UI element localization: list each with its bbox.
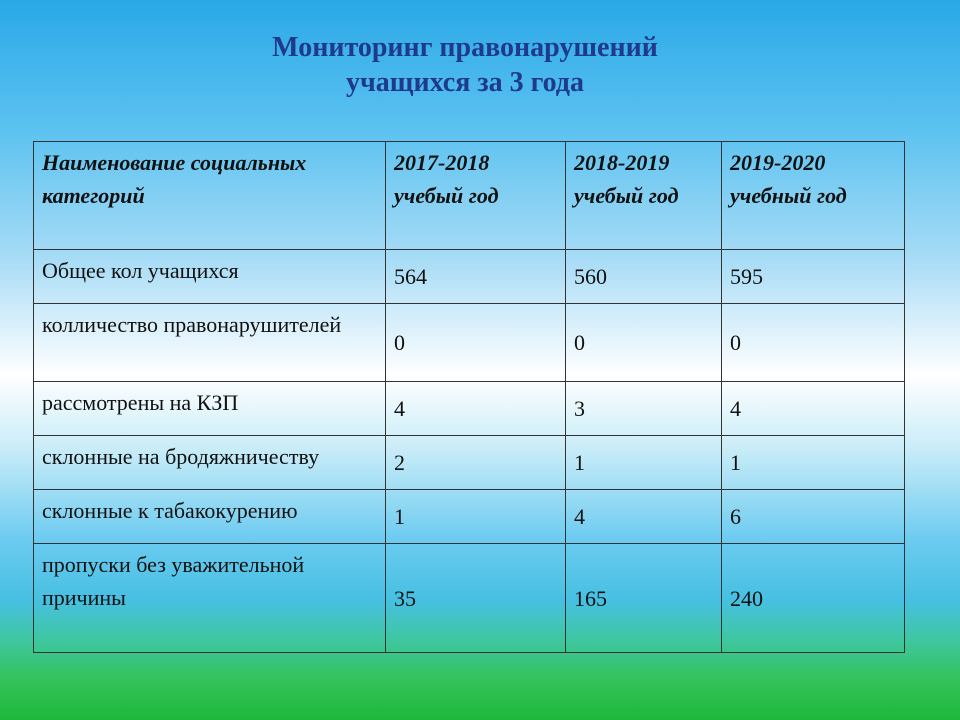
row-value-2017-2018: 4 (386, 382, 566, 436)
slide-title (0, 30, 930, 100)
title-line-1: Мониторинг правонарушений (272, 32, 658, 63)
row-value-2017-2018: 35 (386, 544, 566, 653)
table-header-row (34, 142, 905, 250)
header-2018-2019: 2018-2019 учебый год (566, 142, 722, 250)
row-value-2018-2019: 1 (566, 436, 722, 490)
row-value-2018-2019: 165 (566, 544, 722, 653)
table-row (34, 304, 905, 382)
row-value-2017-2018: 564 (386, 250, 566, 304)
header-category: Наименование социальных категорий (34, 142, 386, 250)
row-value-2018-2019: 0 (566, 304, 722, 382)
row-value-2017-2018: 0 (386, 304, 566, 382)
row-value-2017-2018: 2 (386, 436, 566, 490)
row-value-2019-2020: 595 (722, 250, 905, 304)
row-value-2019-2020: 0 (722, 304, 905, 382)
row-value-2019-2020: 240 (722, 544, 905, 653)
row-value-2018-2019: 560 (566, 250, 722, 304)
table-row (34, 436, 905, 490)
row-category: колличество правонарушителей (34, 304, 386, 382)
table-row (34, 382, 905, 436)
row-value-2017-2018: 1 (386, 490, 566, 544)
monitoring-table (33, 141, 905, 653)
header-2017-2018: 2017-2018 учебый год (386, 142, 566, 250)
table-row (34, 544, 905, 653)
row-value-2019-2020: 6 (722, 490, 905, 544)
table-row (34, 490, 905, 544)
row-category: склонные к табакокурению (34, 490, 386, 544)
row-category: Общее кол учащихся (34, 250, 386, 304)
title-line-2: учащихся за 3 года (346, 67, 584, 98)
header-2019-2020: 2019-2020 учебный год (722, 142, 905, 250)
row-value-2018-2019: 3 (566, 382, 722, 436)
row-value-2019-2020: 1 (722, 436, 905, 490)
row-value-2019-2020: 4 (722, 382, 905, 436)
table-row (34, 250, 905, 304)
row-category: склонные на бродяжничеству (34, 436, 386, 490)
row-category: пропуски без уважительной причины (34, 544, 386, 653)
row-category: рассмотрены на КЗП (34, 382, 386, 436)
row-value-2018-2019: 4 (566, 490, 722, 544)
